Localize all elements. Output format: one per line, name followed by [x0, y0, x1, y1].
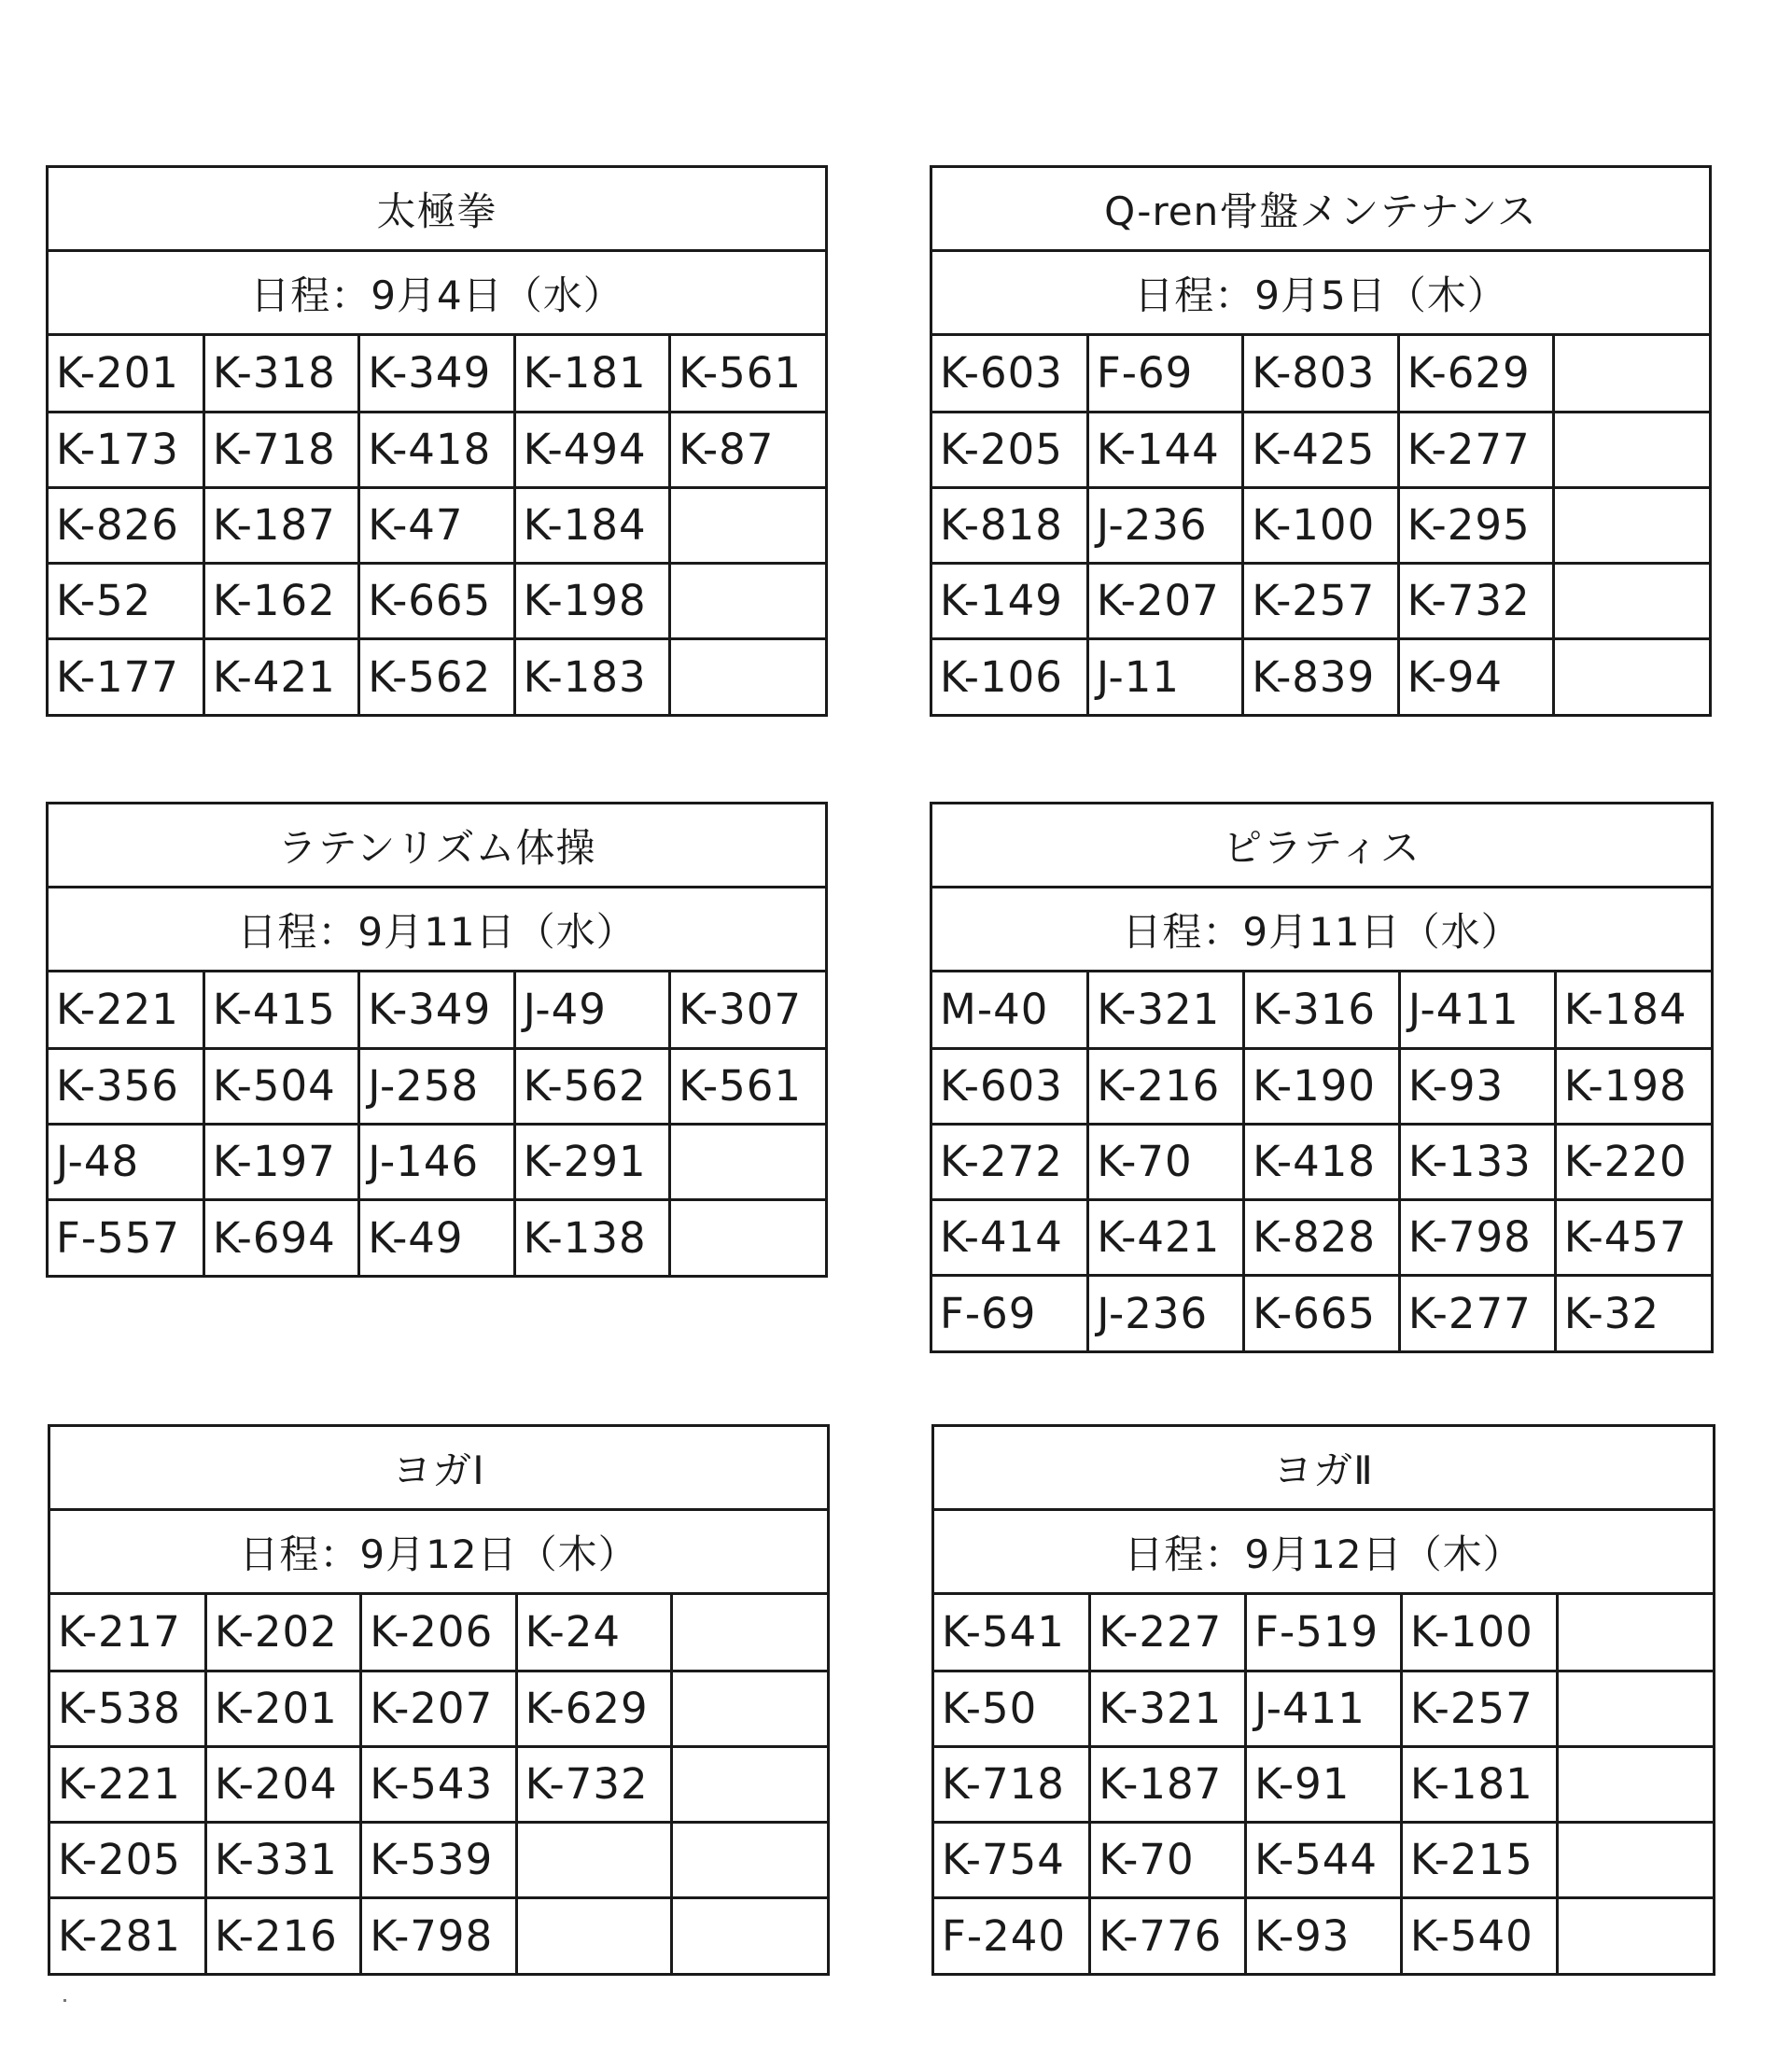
empty-cell: [1554, 638, 1709, 714]
member-id-cell: K-93: [1246, 1897, 1402, 1973]
member-id-cell: K-754: [934, 1822, 1090, 1897]
member-row: [49, 563, 825, 638]
member-id-cell: K-205: [932, 412, 1087, 487]
member-id-cell: K-826: [49, 487, 203, 563]
class-title: Q-ren骨盤メンテナンス: [932, 168, 1709, 252]
member-id-cell: K-839: [1243, 638, 1398, 714]
member-row: [932, 412, 1709, 487]
member-id-cell: K-541: [934, 1595, 1090, 1671]
member-id-cell: K-100: [1401, 1595, 1557, 1671]
member-id-cell: K-321: [1090, 1671, 1246, 1746]
member-id-cell: K-138: [514, 1199, 669, 1275]
member-id-cell: K-49: [359, 1199, 514, 1275]
member-row: [49, 487, 825, 563]
member-id-cell: K-732: [516, 1746, 671, 1822]
member-id-cell: K-94: [1398, 638, 1553, 714]
member-row: [50, 1595, 827, 1671]
member-row: [934, 1671, 1713, 1746]
member-id-cell: J-11: [1087, 638, 1242, 714]
member-id-cell: K-187: [1090, 1746, 1246, 1822]
member-id-cell: K-173: [49, 412, 203, 487]
member-id-cell: J-236: [1087, 487, 1242, 563]
empty-cell: [670, 1199, 825, 1275]
member-row: [932, 487, 1709, 563]
member-id-cell: K-149: [932, 563, 1087, 638]
class-title: ピラティス: [932, 804, 1711, 888]
member-id-cell: K-32: [1563, 1288, 1659, 1338]
schedule-date: 日程：9月11日（水）: [49, 888, 825, 972]
schedule-date: 日程：9月12日（木）: [50, 1511, 827, 1595]
member-id-cell: K-184: [514, 487, 669, 563]
member-id-cell: K-562: [514, 1048, 669, 1124]
member-id-grid: [932, 972, 1711, 1350]
member-id-cell: K-603: [932, 1048, 1088, 1124]
member-id-cell: K-24: [516, 1595, 671, 1671]
member-id-cell: K-629: [516, 1671, 671, 1746]
member-row: [49, 1124, 825, 1199]
member-id-cell: K-421: [203, 638, 358, 714]
member-row: [932, 1199, 1711, 1275]
member-id-cell: K-202: [205, 1595, 360, 1671]
member-row: [932, 1048, 1711, 1124]
empty-cell: [672, 1822, 827, 1897]
member-row: [932, 563, 1709, 638]
empty-cell: [670, 487, 825, 563]
member-id-grid: [49, 972, 825, 1275]
member-id-cell: K-356: [49, 1048, 203, 1124]
member-id-cell: K-206: [361, 1595, 516, 1671]
member-id-cell: F-557: [49, 1199, 203, 1275]
member-id-cell: K-544: [1246, 1822, 1402, 1897]
empty-cell: [1557, 1822, 1713, 1897]
member-id-cell: K-216: [1088, 1048, 1244, 1124]
member-id-cell: K-415: [203, 972, 358, 1048]
member-id-cell: K-184: [1555, 972, 1711, 1048]
member-row: [49, 336, 825, 412]
member-id-cell: K-539: [361, 1822, 516, 1897]
member-id-cell: K-227: [1090, 1595, 1246, 1671]
member-id-cell: K-221: [50, 1746, 205, 1822]
empty-cell: [1554, 412, 1709, 487]
member-id-cell: K-277: [1398, 412, 1553, 487]
member-id-cell: K-494: [514, 412, 669, 487]
class-title: 太極拳: [49, 168, 825, 252]
member-id-cell: K-183: [514, 638, 669, 714]
member-id-cell: K-207: [361, 1671, 516, 1746]
empty-cell: [516, 1897, 671, 1973]
member-id-cell: K-504: [203, 1048, 358, 1124]
member-id-cell: K-540: [1401, 1897, 1557, 1973]
member-id-cell: K-52: [49, 563, 203, 638]
member-id-cell: K-177: [49, 638, 203, 714]
class-title: ヨガⅠ: [50, 1427, 827, 1511]
member-row: [49, 1199, 825, 1275]
empty-cell: [670, 563, 825, 638]
member-id-cell: K-215: [1401, 1822, 1557, 1897]
schedule-date: 日程：9月12日（木）: [934, 1511, 1713, 1595]
member-id-grid: [50, 1595, 827, 1973]
member-row: [932, 1275, 1711, 1350]
member-id-cell: K-321: [1088, 972, 1244, 1048]
member-id-cell: J-48: [49, 1124, 203, 1199]
pilates-table: [930, 802, 1714, 1353]
member-id-cell: K-732: [1398, 563, 1553, 638]
member-id-cell: K-187: [203, 487, 358, 563]
member-row: [934, 1822, 1713, 1897]
member-id-cell: F-240: [934, 1897, 1090, 1973]
member-id-cell: K-217: [50, 1595, 205, 1671]
member-row: [934, 1595, 1713, 1671]
member-id-cell: K-220: [1555, 1124, 1711, 1199]
member-id-cell: F-69: [932, 1275, 1088, 1350]
latin-rhythm-table: [46, 802, 828, 1278]
member-id-cell: K-561: [670, 336, 825, 412]
member-id-cell: K-205: [50, 1822, 205, 1897]
empty-cell: [672, 1746, 827, 1822]
member-id-cell: K-603: [932, 336, 1087, 412]
member-id-cell: K-198: [1555, 1048, 1711, 1124]
member-id-cell: K-425: [1243, 412, 1398, 487]
empty-cell: [1557, 1897, 1713, 1973]
member-id-cell: F-519: [1246, 1595, 1402, 1671]
member-id-cell: J-49: [514, 972, 669, 1048]
schedule-date: 日程：9月5日（木）: [932, 252, 1709, 336]
class-title: ヨガⅡ: [934, 1427, 1713, 1511]
member-id-cell: K-100: [1243, 487, 1398, 563]
member-id-cell: K-257: [1243, 563, 1398, 638]
empty-cell: [1554, 487, 1709, 563]
member-id-cell: K-665: [359, 563, 514, 638]
member-id-cell: M-40: [932, 972, 1088, 1048]
member-id-cell: K-47: [359, 487, 514, 563]
member-id-cell: K-87: [670, 412, 825, 487]
member-id-cell: K-70: [1090, 1822, 1246, 1897]
member-row: [50, 1746, 827, 1822]
member-id-cell: K-162: [203, 563, 358, 638]
member-id-cell: K-803: [1243, 336, 1398, 412]
member-row: [932, 1124, 1711, 1199]
member-id-cell: J-411: [1399, 972, 1555, 1048]
member-id-cell: K-307: [670, 972, 825, 1048]
member-id-cell: K-798: [361, 1897, 516, 1973]
member-id-cell: K-718: [203, 412, 358, 487]
member-id-cell: K-133: [1399, 1124, 1555, 1199]
member-id-grid: [49, 336, 825, 714]
member-id-cell: K-316: [1244, 972, 1400, 1048]
member-id-cell: K-718: [934, 1746, 1090, 1822]
member-id-cell: K-181: [514, 336, 669, 412]
member-id-cell: K-538: [50, 1671, 205, 1746]
yoga-1-table: [48, 1424, 830, 1976]
empty-cell: [672, 1897, 827, 1973]
member-id-cell: K-828: [1244, 1199, 1400, 1275]
empty-cell: [1557, 1595, 1713, 1671]
member-id-cell: F-69: [1087, 336, 1242, 412]
member-id-cell: K-295: [1398, 487, 1553, 563]
member-id-cell: J-411: [1246, 1671, 1402, 1746]
member-id-cell: K-694: [203, 1199, 358, 1275]
member-id-cell: K-543: [361, 1746, 516, 1822]
member-id-cell: K-418: [1244, 1124, 1400, 1199]
member-id-cell: K-281: [50, 1897, 205, 1973]
member-id-cell: K-201: [49, 336, 203, 412]
member-id-cell: K-277: [1399, 1275, 1555, 1350]
empty-cell: [516, 1822, 671, 1897]
member-id-cell: K-291: [514, 1124, 669, 1199]
member-id-cell: K-50: [934, 1671, 1090, 1746]
member-row: [934, 1897, 1713, 1973]
member-row: [932, 336, 1709, 412]
empty-cell: [1554, 563, 1709, 638]
member-id-cell: K-414: [932, 1199, 1088, 1275]
scan-speck: [63, 1999, 66, 2002]
member-id-cell: K-776: [1090, 1897, 1246, 1973]
member-row: [932, 638, 1709, 714]
member-id-cell: K-562: [359, 638, 514, 714]
member-id-cell: K-561: [670, 1048, 825, 1124]
member-row: [49, 412, 825, 487]
member-row: [934, 1746, 1713, 1822]
member-row: [49, 638, 825, 714]
empty-cell: [1557, 1746, 1713, 1822]
member-id-cell: K-207: [1087, 563, 1242, 638]
pelvis-maintenance-table: [930, 165, 1712, 717]
member-id-grid: [932, 336, 1709, 714]
member-id-cell: K-197: [203, 1124, 358, 1199]
empty-cell: [1557, 1671, 1713, 1746]
member-id-cell: K-798: [1399, 1199, 1555, 1275]
member-id-cell: K-318: [203, 336, 358, 412]
member-id-cell: J-146: [359, 1124, 514, 1199]
member-id-cell: J-258: [359, 1048, 514, 1124]
member-id-cell: K-418: [359, 412, 514, 487]
member-id-cell: K-198: [514, 563, 669, 638]
schedule-date: 日程：9月11日（水）: [932, 888, 1711, 972]
member-id-cell: K-349: [359, 336, 514, 412]
class-title: ラテンリズム体操: [49, 804, 825, 888]
member-id-cell: K-201: [205, 1671, 360, 1746]
member-id-cell: K-421: [1088, 1199, 1244, 1275]
member-row: [50, 1822, 827, 1897]
member-row: [932, 972, 1711, 1048]
empty-cell: [670, 1124, 825, 1199]
member-id-cell: K-272: [932, 1124, 1088, 1199]
member-row: [50, 1897, 827, 1973]
member-row: [49, 1048, 825, 1124]
member-id-cell: K-106: [932, 638, 1087, 714]
member-id-cell: K-70: [1088, 1124, 1244, 1199]
member-id-cell: K-331: [205, 1822, 360, 1897]
member-row: [50, 1671, 827, 1746]
member-id-cell: K-257: [1401, 1671, 1557, 1746]
member-id-cell: K-144: [1087, 412, 1242, 487]
member-row: [49, 972, 825, 1048]
member-id-cell: K-818: [932, 487, 1087, 563]
member-id-cell: K-457: [1555, 1199, 1711, 1275]
member-id-cell: K-216: [205, 1897, 360, 1973]
member-id-cell: K-91: [1246, 1746, 1402, 1822]
yoga-2-table: [931, 1424, 1715, 1976]
schedule-date: 日程：9月4日（水）: [49, 252, 825, 336]
member-id-cell: K-181: [1401, 1746, 1557, 1822]
member-id-cell: J-236: [1088, 1275, 1244, 1350]
empty-cell: [672, 1671, 827, 1746]
member-id-cell: K-204: [205, 1746, 360, 1822]
member-id-cell: K-93: [1399, 1048, 1555, 1124]
taikyokuken-table: [46, 165, 828, 717]
member-id-cell: K-349: [359, 972, 514, 1048]
member-id-cell: K-190: [1244, 1048, 1400, 1124]
member-id-grid: [934, 1595, 1713, 1973]
member-id-cell: K-665: [1244, 1275, 1400, 1350]
member-id-cell: K-221: [49, 972, 203, 1048]
empty-cell: [672, 1595, 827, 1671]
empty-cell: [1554, 336, 1709, 412]
member-id-cell: K-629: [1398, 336, 1553, 412]
empty-cell: [670, 638, 825, 714]
